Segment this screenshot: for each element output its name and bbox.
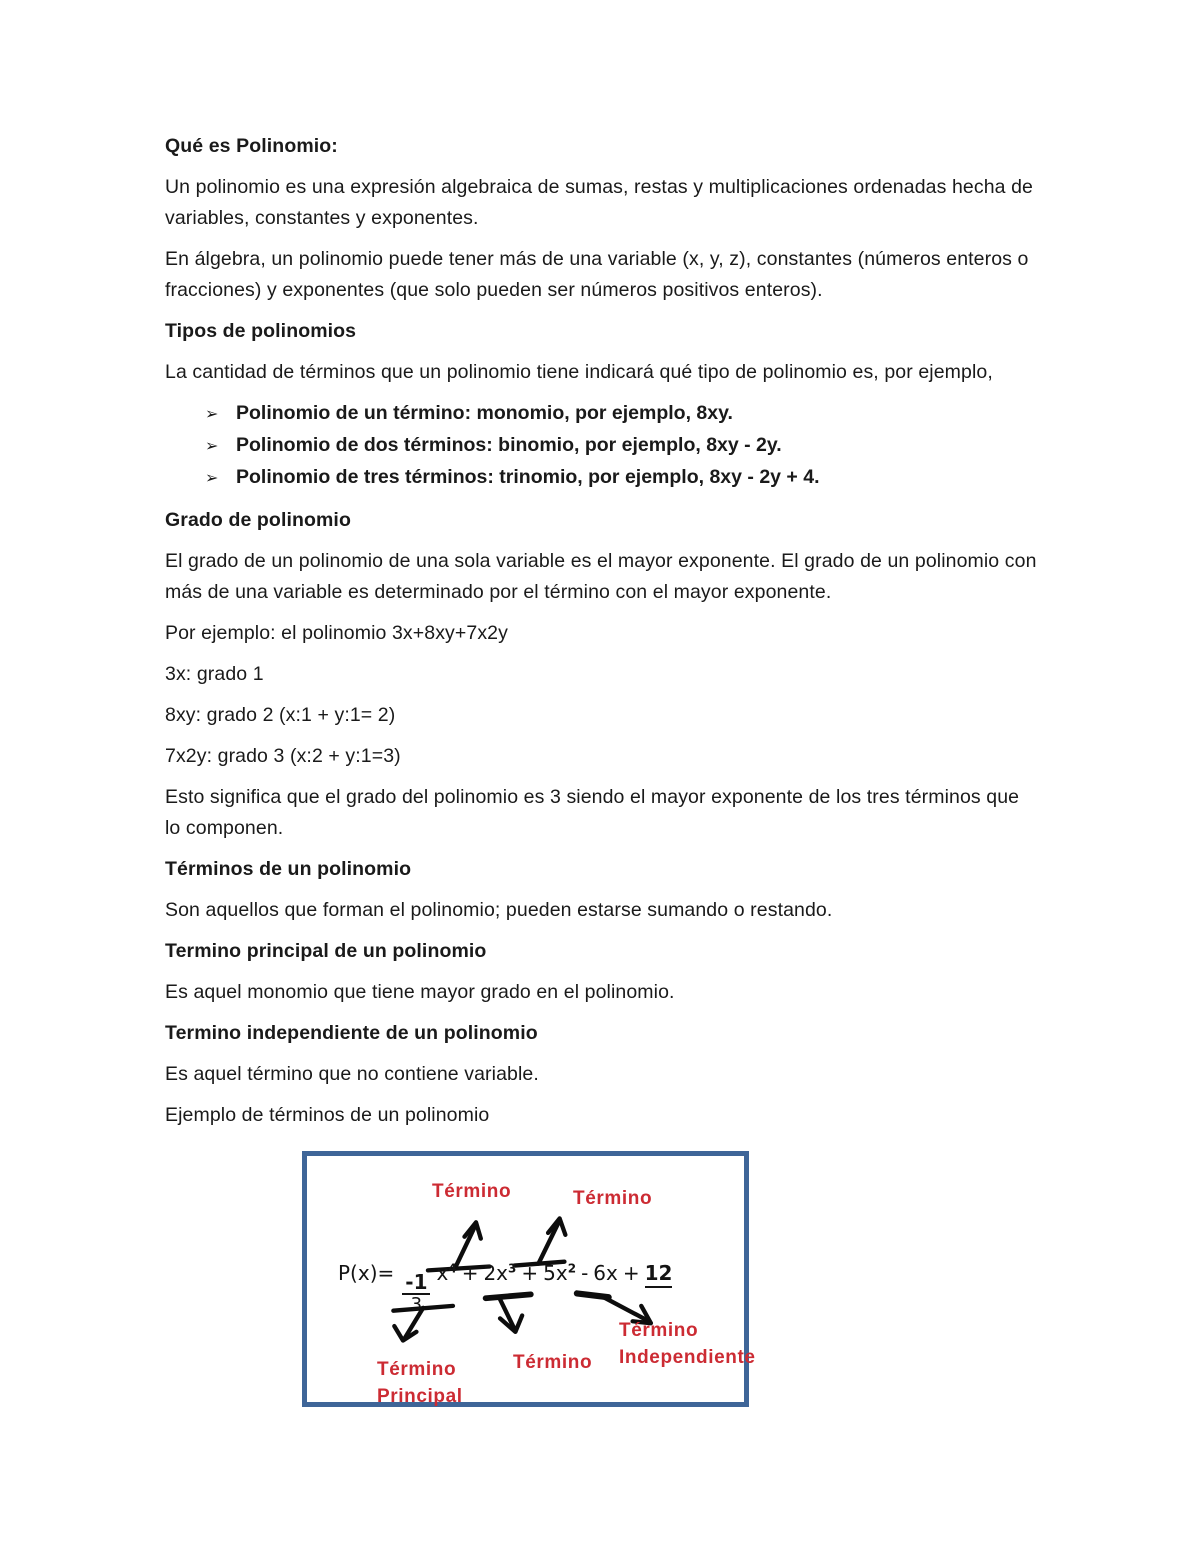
term-6x: 6x [593, 1261, 618, 1285]
paragraph-significado-grado: Esto significa que el grado del polinomio es 3 siendo el mayor exponente de los tres términos que lo componen. [165, 786, 1020, 839]
polynomial-types-list [165, 398, 1037, 494]
paragraph-termino-independiente: Es aquel término que no contiene variable. [165, 1063, 539, 1085]
heading-termino-independiente: Termino independiente de un polinomio [165, 1022, 538, 1044]
fraction-one-third [402, 1272, 430, 1315]
paragraph-definition-2: En álgebra, un polinomio puede tener más de una variable (x, y, z), constantes (números enteros o fracciones) y exponentes (que solo pueden ser números positivos enteros). [165, 248, 1029, 301]
operator-plus: + [521, 1261, 539, 1285]
paragraph-termino-principal: Es aquel monomio que tiene mayor grado en el polinomio. [165, 981, 675, 1003]
list-item-text: Polinomio de tres términos: trinomio, por ejemplo, 8xy - 2y + 4. [236, 466, 820, 488]
list-item [205, 430, 1037, 462]
list-item-text: Polinomio de dos términos: binomio, por ejemplo, 8xy - 2y. [236, 434, 782, 456]
paragraph-terminos: Son aquellos que forman el polinomio; pueden estarse sumando o restando. [165, 899, 833, 921]
arrow-bullet-icon: ➢ [205, 438, 219, 455]
polynomial-formula [338, 1261, 673, 1315]
list-item [205, 462, 1037, 494]
term-12-independiente: 12 [645, 1261, 673, 1288]
line-grado-7x2y: 7x2y: grado 3 (x:2 + y:1=3) [165, 745, 401, 767]
heading-grado-de-polinomio: Grado de polinomio [165, 509, 351, 531]
paragraph-ejemplo-terminos: Ejemplo de términos de un polinomio [165, 1104, 490, 1126]
arrow-up-term-2-icon [514, 1218, 565, 1265]
label-termino-top-left: Término [432, 1181, 512, 1202]
operator-plus: + [622, 1261, 640, 1285]
paragraph-grado: El grado de un polinomio de una sola variable es el mayor exponente. El grado de un polinomio con más de una variable es determinado por el término con el mayor exponente. [165, 550, 1037, 603]
fraction-numerator: -1 [402, 1272, 430, 1295]
list-item [205, 398, 1037, 430]
arrow-bullet-icon: ➢ [205, 406, 219, 423]
term-2x3: $2x^3$ [483, 1261, 517, 1285]
heading-tipos-de-polinomios: Tipos de polinomios [165, 320, 357, 342]
label-termino-top-right: Término [573, 1188, 653, 1209]
list-item-text: Polinomio de un término: monomio, por ejemplo, 8xy. [236, 402, 733, 424]
polynomial-terms-diagram [302, 1151, 756, 1407]
label-termino-bottom-center: Término [513, 1352, 593, 1373]
heading-termino-principal: Termino principal de un polinomio [165, 940, 487, 962]
arrow-bullet-icon: ➢ [205, 470, 219, 487]
heading-terminos-de-un-polinomio: Términos de un polinomio [165, 858, 412, 880]
paragraph-definition-1: Un polinomio es una expresión algebraica de sumas, restas y multiplicaciones ordenadas hecha de variables, constantes y exponentes. [165, 176, 1033, 229]
paragraph-ejemplo-polinomio: Por ejemplo: el polinomio 3x+8xy+7x2y [165, 622, 508, 644]
line-grado-3x: 3x: grado 1 [165, 663, 264, 685]
heading-que-es-polinomio: Qué es Polinomio: [165, 135, 338, 157]
term-5x2: $5x^2$ [543, 1261, 577, 1285]
label-termino-independiente: Término Independiente [619, 1320, 756, 1368]
fraction-denominator: 3 [410, 1294, 423, 1315]
operator-plus: + [461, 1261, 479, 1285]
label-termino-principal: Término Principal [377, 1359, 463, 1407]
line-grado-8xy: 8xy: grado 2 (x:1 + y:1= 2) [165, 704, 396, 726]
term-x4: $x^4$ [436, 1261, 457, 1285]
formula-lhs: P(x)= [338, 1261, 395, 1285]
paragraph-tipos-intro: La cantidad de términos que un polinomio tiene indicará qué tipo de polinomio es, por ejemplo, [165, 361, 993, 383]
operator-minus: - [581, 1261, 589, 1285]
